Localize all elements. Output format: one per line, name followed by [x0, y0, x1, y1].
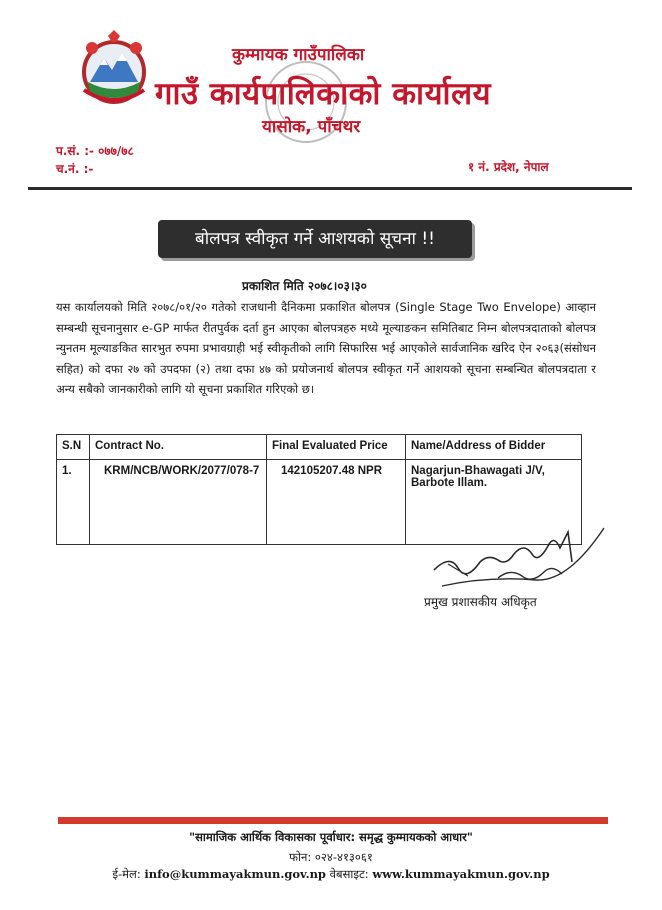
- email-label: ई-मेल:: [112, 867, 141, 881]
- dispatch-number: च.नं. :-: [56, 162, 94, 176]
- column-header-sn: S.N: [57, 435, 90, 460]
- handwritten-signature: [428, 524, 608, 598]
- table-header-row: [57, 435, 582, 460]
- signer-designation: प्रमुख प्रशासकीय अधिकृत: [424, 595, 537, 609]
- publish-date: प्रकाशित मिति २०७८।०३।३०: [242, 279, 367, 293]
- province-label: १ नं. प्रदेश, नेपाल: [468, 160, 549, 174]
- notice-title-banner: बोलपत्र स्वीकृत गर्ने आशयको सूचना !!: [158, 220, 472, 258]
- municipality-name: कुम्मायक गाउँपालिका: [232, 45, 365, 65]
- website-label: वेबसाइट:: [329, 867, 369, 881]
- cell-sn: 1.: [57, 460, 90, 545]
- office-location: यासोक, पाँचथर: [262, 117, 361, 137]
- footer-phone: फोन: ०२४-४१३०६१: [289, 850, 373, 864]
- notice-body: यस कार्यालयको मिति २०७८/०१/२० गतेको राजधानी दैनिकमा प्रकाशित बोलपत्र (Single Stage Two Envelope) आव्हान सम्बन्धी सूचनानुसार e-GP मार्फत रीतपुर्वक दर्ता हुन आएका बोलपत्रहरु मध्ये मूल्याङकन समितिबाट निम्न बोलपत्रदाताको बोलपत्र न्युनतम मूल्याङकित सारभुत रुपमा प्रभावग्राही भई स्वीकृतीको लागि सिफारिस भई आएकोले सार्वजानिक खरिद ऐन २०६३(संसोधन सहित) को दफा २७ को उपदफा (२) तथा दफा ४७ को प्रयोजनार्थ बोलपत्र स्वीकृत गर्ने आशयको सूचना सम्बन्धित बोलपत्रदाता र अन्य सबैको जानकारीको लागि यो सूचना प्रकाशित गरिएको छ।: [56, 300, 596, 396]
- column-header-price: Final Evaluated Price: [267, 435, 406, 460]
- column-header-contract: Contract No.: [90, 435, 267, 460]
- footer-color-bar: [58, 817, 608, 824]
- email-link[interactable]: info@kummayakmun.gov.np: [144, 867, 326, 881]
- office-title: गाउँ कार्यपालिकाको कार्यालय: [155, 76, 492, 112]
- cell-price: 142105207.48 NPR: [267, 460, 406, 545]
- footer-slogan: "सामाजिक आर्थिक विकासका पूर्वाधार: समृद्ध कुम्मायकको आधार": [189, 830, 473, 844]
- reference-number: प.सं. :- ०७७/७८: [56, 144, 134, 158]
- cell-contract-no: KRM/NCB/WORK/2077/078-7: [90, 460, 267, 545]
- website-link[interactable]: www.kummayakmun.gov.np: [372, 867, 550, 881]
- column-header-bidder: Name/Address of Bidder: [406, 435, 582, 460]
- footer-contact: [0, 867, 662, 882]
- cell-bidder: Nagarjun-Bhawagati J/V, Barbote Illam.: [406, 460, 582, 545]
- nepal-emblem-logo: [78, 30, 150, 110]
- header-divider: [28, 187, 632, 190]
